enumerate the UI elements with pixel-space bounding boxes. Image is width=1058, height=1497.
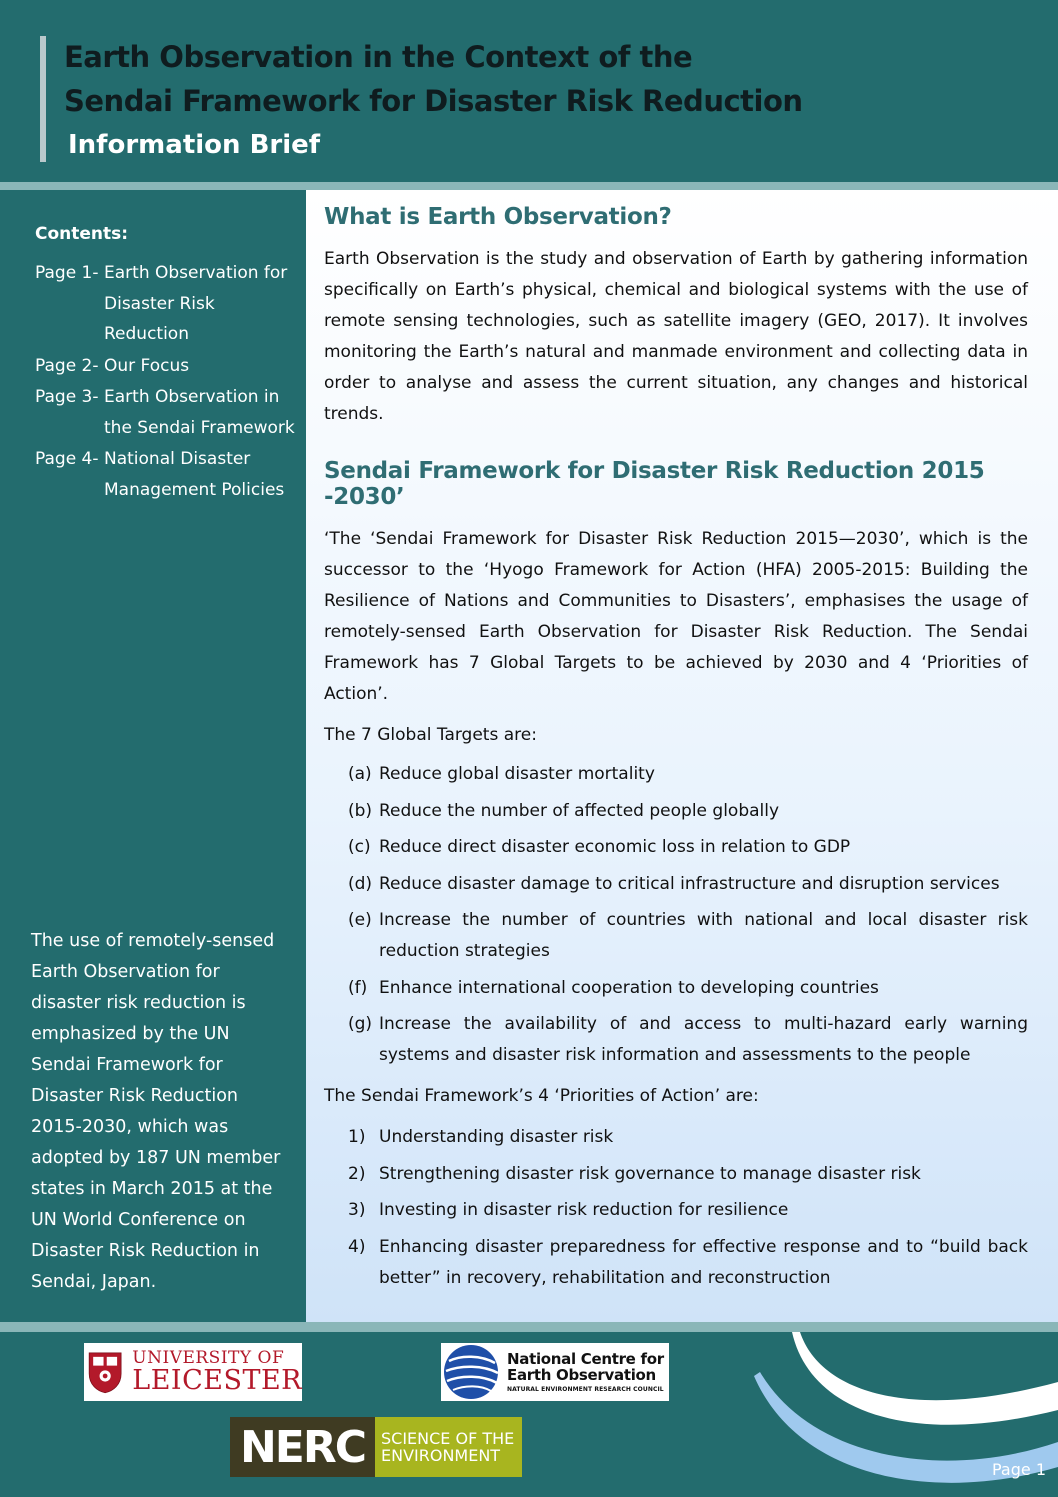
section-heading-earth-observation: What is Earth Observation? [324,204,672,230]
list-item-label: 3) [348,1200,366,1220]
toc-item[interactable] [35,258,305,350]
list-item [324,1232,1028,1294]
toc-item[interactable] [35,351,305,382]
priorities-intro: The Sendai Framework’s 4 ‘Priorities of Action’ are: [324,1086,759,1106]
targets-intro: The 7 Global Targets are: [324,725,537,745]
list-item [324,1195,1028,1226]
priorities-of-action-list [324,1122,1028,1294]
list-item-label: (f) [348,977,368,998]
list-item-label: (b) [348,800,373,821]
list-item-label: 4) [348,1236,366,1257]
nerc-tagline-line1: SCIENCE OF THE [381,1429,515,1448]
list-item [324,832,1028,863]
header-divider [0,182,1058,190]
nerc-wordmark: NERC [230,1417,375,1477]
list-item-text: Strengthening disaster risk governance to manage disaster risk [379,1163,921,1184]
list-item [324,973,1028,1004]
toc-item-text: National Disaster Management Policies [104,449,285,500]
toc-item-text: Our Focus [104,355,190,376]
toc-item[interactable] [35,382,305,443]
list-item-label: (g) [348,1014,373,1034]
leicester-logo-line1: UNIVERSITY OF [132,1348,285,1368]
nceo-logo [441,1343,669,1401]
list-item-label: 1) [348,1127,366,1147]
document-footer [0,1332,1058,1497]
list-item [324,1122,1028,1153]
toc-item-text: Earth Observation in the Sendai Framework [104,387,295,438]
list-item-label: (c) [348,837,371,857]
section-paragraph: Earth Observation is the study and observation of Earth by gathering information specifically on Earth’s physical, chemical and biological systems with the use of remote sensing technologies, such as satellite imagery (GEO, 2017). It involves monitoring the Earth’s natural and manmade environment and collecting data in order to analyse and assess the current situation, any changes and historical trends. [324,249,1028,424]
list-item-text: Reduce global disaster mortality [379,764,655,784]
list-item-label: (a) [348,764,372,784]
list-item-text: Understanding disaster risk [379,1127,614,1147]
toc-page-label: Page 1- [35,263,99,283]
document-title-line2: Sendai Framework for Disaster Risk Reduction [64,84,803,118]
nerc-tagline [375,1417,522,1477]
sidebar [0,190,306,1322]
list-item [324,796,1028,827]
list-item-text: Enhancing disaster preparedness for effective response and to “build back better” in recovery, rehabilitation and reconstruction [379,1236,1028,1288]
list-item [324,905,1028,967]
nerc-tagline-line2: ENVIRONMENT [381,1446,501,1465]
list-item-label: 2) [348,1163,366,1184]
toc-item[interactable] [35,444,305,505]
nceo-logo-line1: National Centre for [507,1350,664,1368]
globe-icon [441,1343,501,1401]
list-item-text: Increase the number of countries with national and local disaster risk reduction strategies [379,910,1028,961]
sidebar-callout: The use of remotely-sensed Earth Observation for disaster risk reduction is emphasized by the UN Sendai Framework for Disaster Risk Reduction 2015-2030, which was adopted by 187 UN member states in March 2015 at the UN World Conference on Disaster Risk Reduction in Sendai, Japan. [31,931,281,1292]
footer-divider [0,1322,1058,1332]
leicester-crest-icon [86,1344,124,1400]
list-item-text: Enhance international cooperation to developing countries [379,977,879,998]
list-item-text: Reduce direct disaster economic loss in relation to GDP [379,837,851,857]
document-header [0,0,1058,182]
list-item-text: Reduce disaster damage to critical infrastructure and disruption services [379,873,1000,894]
document-title-line1: Earth Observation in the Context of the [64,40,693,74]
main-content [306,190,1058,1322]
content-body [324,204,1028,1299]
list-item-text: Investing in disaster risk reduction for resilience [379,1200,789,1220]
global-targets-list [324,759,1028,1071]
page-number: Page 1 [992,1460,1046,1479]
toc-page-label: Page 4- [35,449,99,469]
header-accent-bar [40,36,46,162]
contents-heading: Contents: [35,224,129,244]
list-item-label: (d) [348,873,373,894]
list-item [324,1009,1028,1071]
section-heading-sendai-framework: Sendai Framework for Disaster Risk Reduction 2015 -2030’ [324,458,985,510]
university-of-leicester-logo [84,1343,302,1401]
nerc-logo [230,1417,522,1477]
document-subtitle: Information Brief [68,130,321,160]
section-paragraph: ‘The ‘Sendai Framework for Disaster Risk Reduction 2015—2030’, which is the successor to the ‘Hyogo Framework for Action (HFA) 2005-2015: Building the Resilience of Nations and Communities to Disasters’, emphasises the usage of remotely-sensed Earth Observation for Disaster Risk Reduction. The Sendai Framework has 7 Global Targets to be achieved by 2030 and 4 ‘Priorities of Action’. [324,529,1028,704]
list-item [324,759,1028,790]
table-of-contents [35,258,305,506]
list-item [324,1159,1028,1190]
nceo-logo-line3: NATURAL ENVIRONMENT RESEARCH COUNCIL [507,1386,664,1393]
nceo-logo-line2: Earth Observation [507,1366,656,1384]
list-item-text: Increase the availability of and access to multi-hazard early warning systems and disaster risk information and assessments to the people [379,1014,1028,1065]
list-item [324,869,1028,900]
list-item-label: (e) [348,910,372,930]
leicester-logo-line2: LEICESTER [132,1365,302,1396]
list-item-text: Reduce the number of affected people globally [379,800,780,821]
toc-item-text: Earth Observation for Disaster Risk Reduction [104,263,288,344]
toc-page-label: Page 3- [35,387,99,407]
toc-page-label: Page 2- [35,355,99,376]
